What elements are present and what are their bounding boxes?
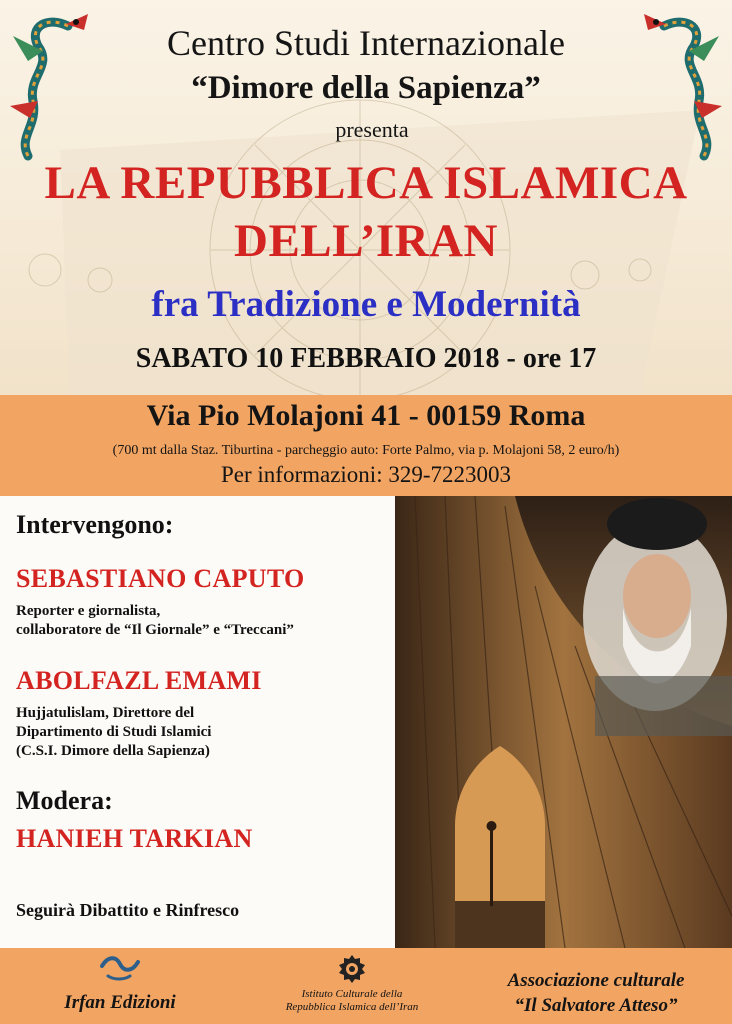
association-label-line-2: “Il Salvatore Atteso” <box>514 995 678 1016</box>
speaker-name: ABOLFAZL EMAMI <box>16 666 262 695</box>
event-title-line-1: LA REPUBBLICA ISLAMICA <box>44 157 688 209</box>
association-label-line-1: Associazione culturale <box>507 970 685 991</box>
speaker-description-line: Hujjatulislam, Direttore del <box>16 705 195 721</box>
institute-emblem-icon <box>338 954 366 984</box>
institute-label <box>250 988 454 1014</box>
event-date: SABATO 10 FEBBRAIO 2018 - ore 17 <box>135 343 597 374</box>
poster-header <box>0 0 732 395</box>
moderator-name: HANIEH TARKIAN <box>16 824 253 853</box>
venue-address: Via Pio Molajoni 41 - 00159 Roma <box>146 399 586 432</box>
moderator-heading: Modera: <box>16 786 113 815</box>
organization-label: Centro Studi Internazionale <box>167 23 565 63</box>
event-title <box>0 154 732 270</box>
institute-label-line-1: Istituto Culturale della <box>301 988 403 1000</box>
speakers-panel <box>0 496 395 948</box>
speaker-description-line: Dipartimento di Studi Islamici <box>16 724 212 740</box>
speaker-description <box>16 704 211 761</box>
tower-illustration <box>395 496 732 948</box>
institute-label-line-2: Repubblica Islamica dell’Iran <box>285 1001 419 1013</box>
venue-band <box>0 395 732 496</box>
speaker-description-line: Reporter e giornalista, <box>16 603 161 619</box>
closing-note: Seguirà Dibattito e Rinfresco <box>16 900 240 920</box>
speaker-description-line: collaboratore de “Il Giornale” e “Treccani” <box>16 622 294 638</box>
organization-name: “Dimore della Sapienza” <box>191 70 541 106</box>
speaker-description-line: (C.S.I. Dimore della Sapienza) <box>16 743 210 759</box>
speaker-name: SEBASTIANO CAPUTO <box>16 564 305 593</box>
event-subtitle: fra Tradizione e Modernità <box>151 284 581 325</box>
irfan-wave-logo-icon <box>98 954 142 984</box>
poster-footer <box>0 948 732 1024</box>
publisher-label: Irfan Edizioni <box>64 992 176 1013</box>
contact-info: Per informazioni: 329-7223003 <box>220 462 511 487</box>
event-title-line-2: DELL’IRAN <box>234 215 498 267</box>
presenta-label: presenta <box>335 117 409 142</box>
venue-directions-note: (700 mt dalla Staz. Tiburtina - parcheggio auto: Forte Palmo, via p. Molajoni 58, 2 euro/h) <box>112 443 620 458</box>
association-label <box>466 968 726 1018</box>
azadi-tower-photo <box>395 496 732 948</box>
speaker-description <box>16 602 294 640</box>
speakers-heading: Intervengono: <box>16 510 174 539</box>
